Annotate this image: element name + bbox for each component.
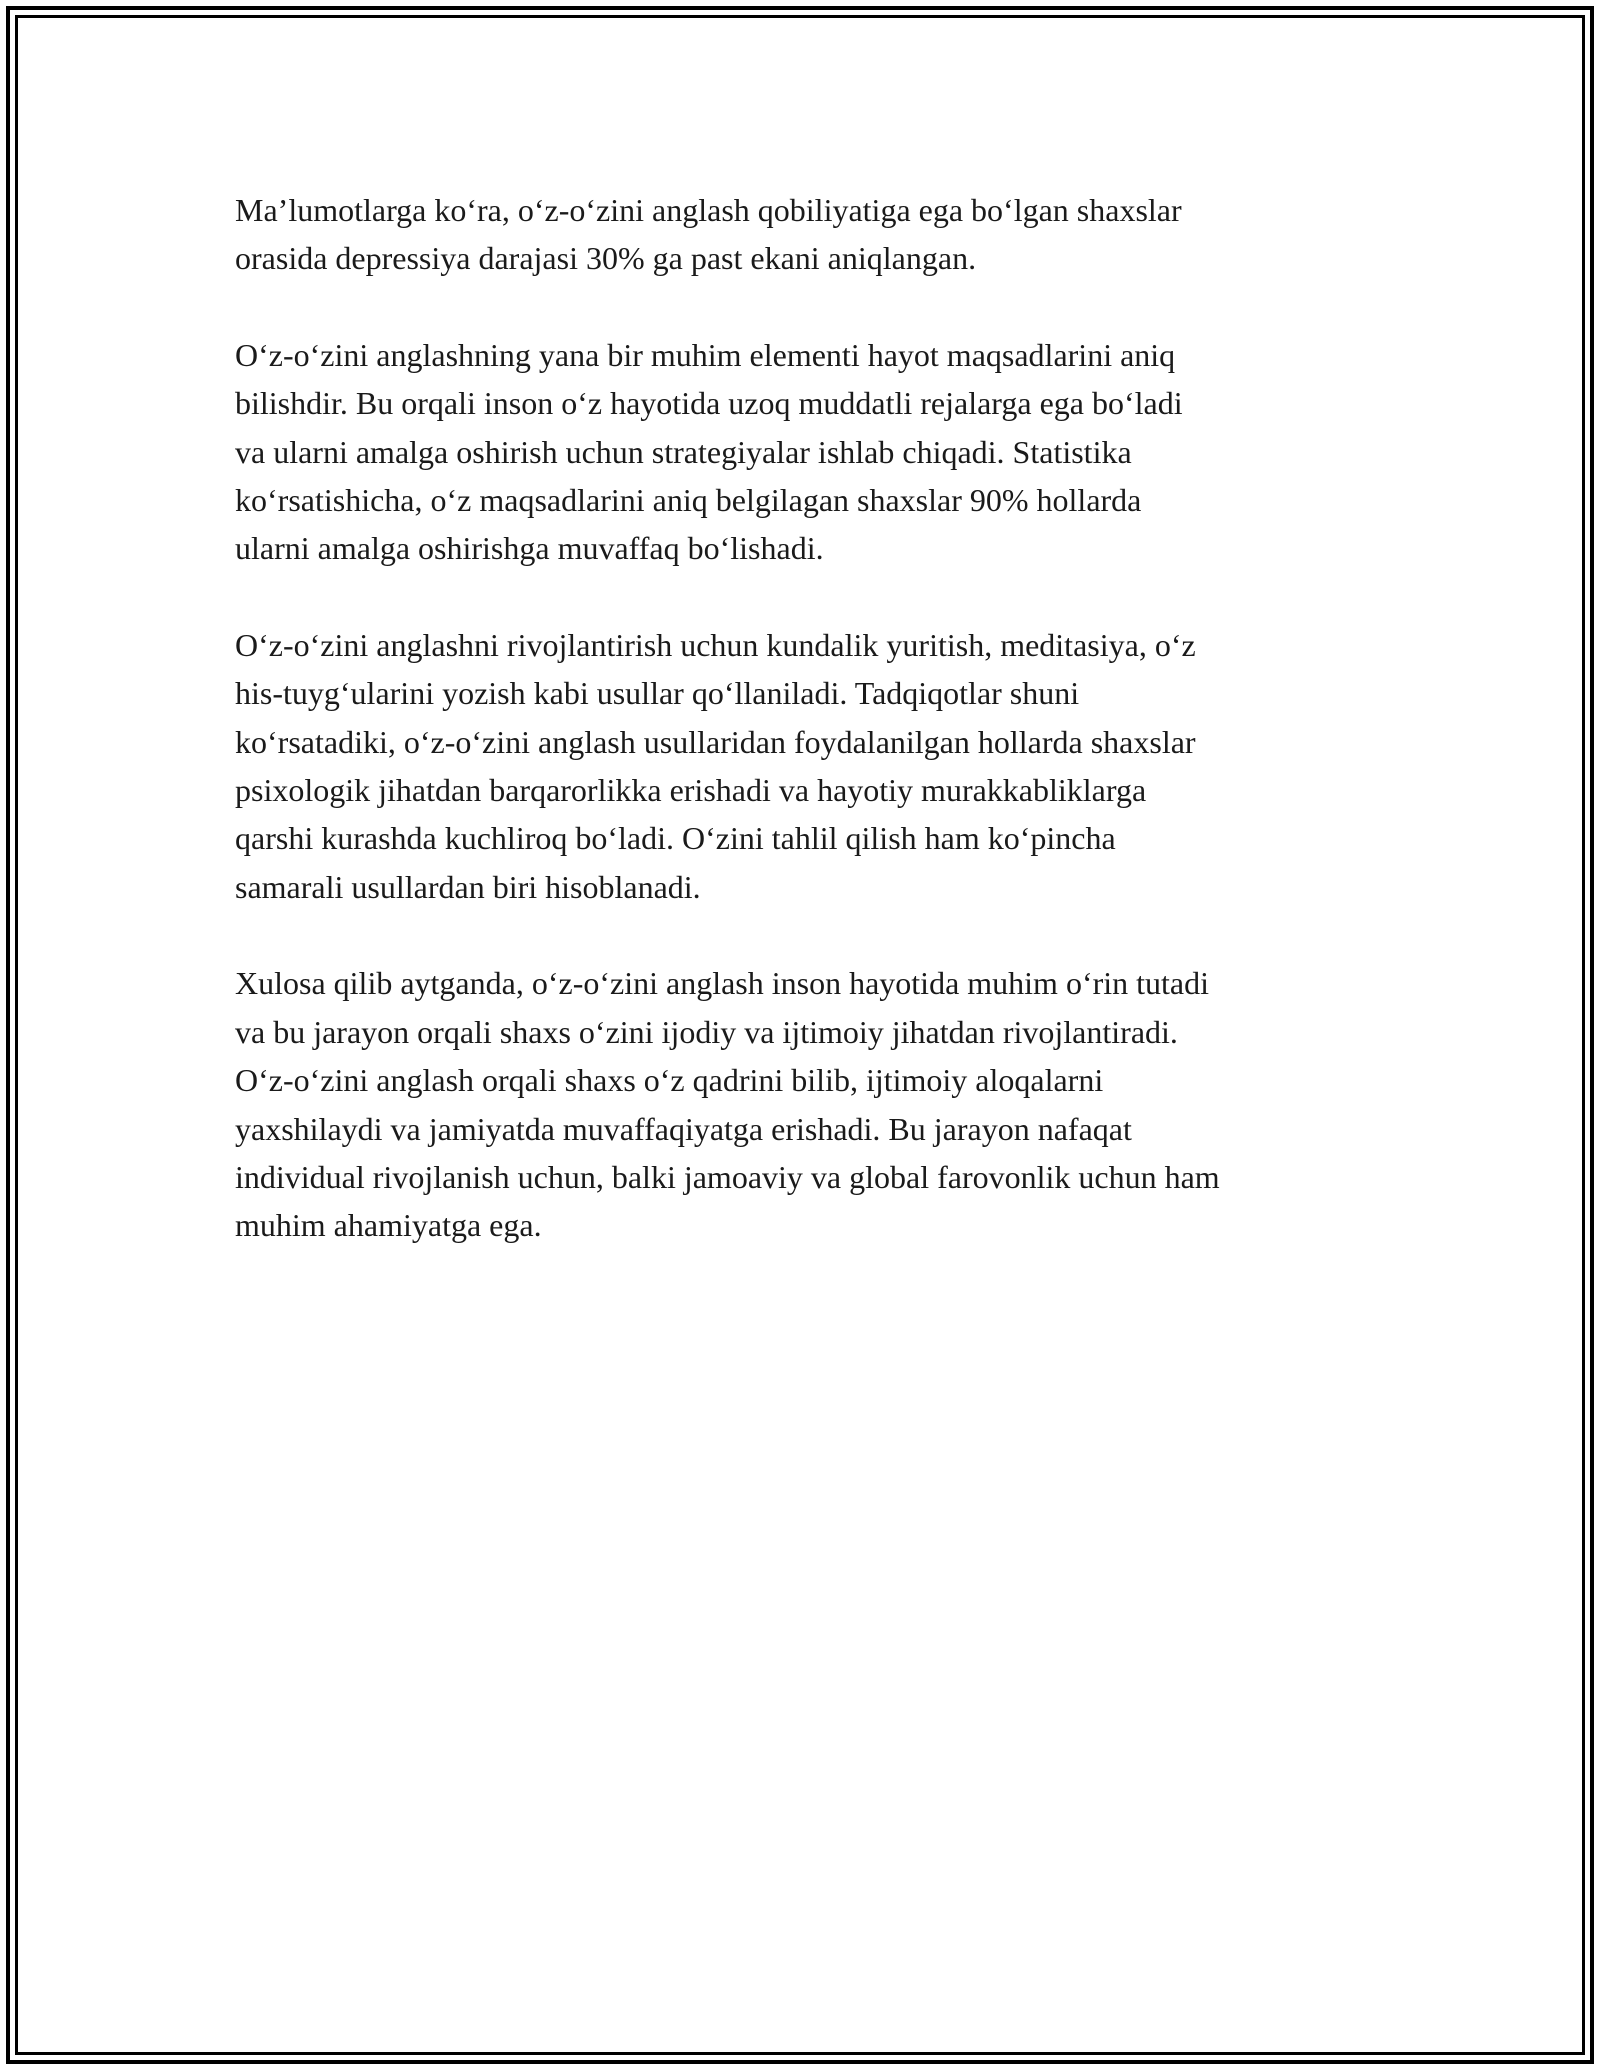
document-body	[235, 186, 1395, 1298]
paragraph-3: O‘z-o‘zini anglashni rivojlantirish uchun kundalik yuritish, meditasiya, o‘z his-tuyg‘ularini yozish kabi usullar qo‘llaniladi. Tadqiqotlar shuni ko‘rsatadiki, o‘z-o‘zini anglash usullaridan foydalanilgan hollarda shaxslar psixologik jihatdan barqarorlikka erishadi va hayotiy murakkabliklarga qarshi kurashda kuchliroq bo‘ladi. O‘zini tahlil qilish ham ko‘pincha samarali usullardan biri hisoblanadi.	[235, 626, 1196, 905]
paragraph-4: Xulosa qilib aytganda, o‘z-o‘zini anglash inson hayotida muhim o‘rin tutadi va bu jarayon orqali shaxs o‘zini ijodiy va ijtimoiy jihatdan rivojlantiradi. O‘z-o‘zini anglash orqali shaxs o‘z qadrini bilib, ijtimoiy aloqalarni yaxshilaydi va jamiyatda muvaffaqiyatga erishadi. Bu jarayon nafaqat individual rivojlanish uchun, balki jamoaviy va global farovonlik uchun ham muhim ahamiyatga ega.	[235, 965, 1220, 1244]
paragraph-2: O‘z-o‘zini anglashning yana bir muhim elementi hayot maqsadlarini aniq bilishdir. Bu orqali inson o‘z hayotida uzoq muddatli rejalarga ega bo‘ladi va ularni amalga oshirish uchun strategiyalar ishlab chiqadi. Statistika ko‘rsatishicha, o‘z maqsadlarini aniq belgilagan shaxslar 90% hollarda ularni amalga oshirishga muvaffaq bo‘lishadi.	[235, 336, 1183, 567]
paragraph-1: Ma’lumotlarga ko‘ra, o‘z-o‘zini anglash qobiliyatiga ega bo‘lgan shaxslar orasida depressiya darajasi 30% ga past ekani aniqlangan.	[235, 192, 1182, 277]
